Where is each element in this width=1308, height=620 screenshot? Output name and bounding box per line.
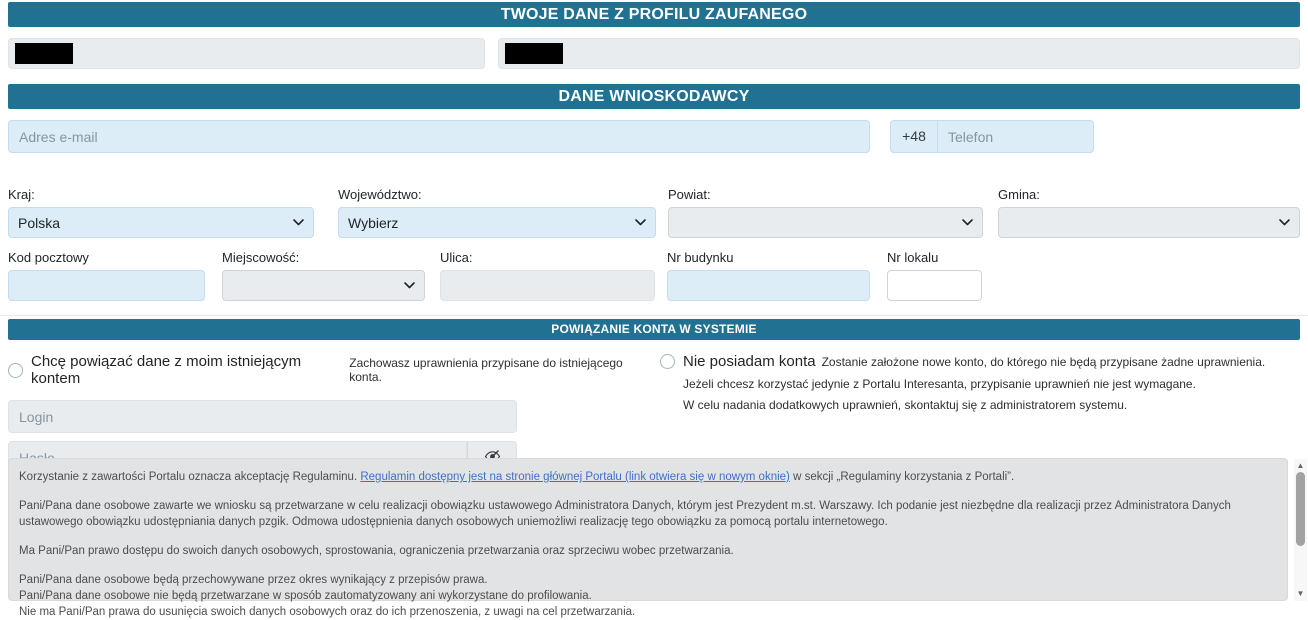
profile-field-1: [8, 38, 485, 69]
terms-paragraph-regulations: [19, 469, 1277, 485]
apartment-number-label: Nr lokalu: [887, 250, 939, 265]
account-linking-options: [8, 353, 1300, 474]
radio-existing-account[interactable]: [8, 363, 23, 378]
no-account-hint-2: Jeżeli chcesz korzystać jedynie z Portalu Interesanta, przypisanie uprawnień nie jest wymagane.: [683, 377, 1196, 391]
county-label: Powiat:: [668, 187, 711, 202]
redacted-value: [15, 43, 73, 64]
phone-group: [890, 120, 1094, 153]
phone-prefix: +48: [890, 120, 937, 153]
city-label: Miejscowość:: [222, 250, 300, 265]
county-select: [668, 207, 983, 238]
apartment-number-input[interactable]: [887, 270, 982, 301]
new-account-column: [660, 353, 1300, 474]
chevron-down-icon: [404, 282, 415, 289]
section-divider: [0, 315, 1308, 316]
postal-code-label: Kod pocztowy: [8, 250, 89, 265]
street-input: [440, 270, 655, 301]
radio-no-account[interactable]: [660, 354, 675, 369]
chevron-down-icon: [1279, 219, 1290, 226]
country-select-value: Polska: [18, 214, 61, 231]
redacted-value: [505, 43, 563, 64]
section-header-applicant-data: DANE WNIOSKODAWCY: [8, 84, 1300, 109]
country-label: Kraj:: [8, 187, 35, 202]
scroll-down-arrow-icon[interactable]: ▼: [1296, 589, 1305, 598]
existing-account-hint: Zachowasz uprawnienia przypisane do istniejącego konta.: [349, 356, 623, 384]
phone-input[interactable]: [937, 120, 1094, 153]
contact-row: [8, 120, 1300, 153]
commune-select: [998, 207, 1300, 238]
chevron-down-icon: [635, 219, 646, 226]
no-account-hint-3: W celu nadania dodatkowych uprawnień, skontaktuj się z administratorem systemu.: [683, 398, 1128, 412]
section-header-trusted-profile: TWOJE DANE Z PROFILU ZAUFANEGO: [8, 2, 1300, 27]
email-input[interactable]: [8, 120, 870, 153]
no-account-label: Nie posiadam konta: [683, 353, 816, 370]
voivodeship-label: Województwo:: [338, 187, 422, 202]
existing-account-label: Chcę powiązać dane z moim istniejącym kontem: [31, 353, 302, 387]
terms-text-before-link: Korzystanie z zawartości Portalu oznacza akceptację Regulaminu.: [19, 471, 361, 483]
building-number-label: Nr budynku: [667, 250, 734, 265]
scrollbar-thumb[interactable]: [1296, 472, 1305, 546]
terms-line-deletion: Nie ma Pani/Pan prawa do usunięcia swoich danych osobowych oraz do ich przenoszenia, z uwagi na cel przetwarzania.: [19, 606, 636, 618]
terms-text-after-link: w sekcji „Regulaminy korzystania z Portali”.: [789, 471, 1015, 483]
postal-code-input[interactable]: [8, 270, 205, 301]
regulations-link[interactable]: Regulamin dostępny jest na stronie głównej Portalu (link otwiera się w nowym oknie): [360, 471, 790, 483]
profile-field-2: [498, 38, 1300, 69]
voivodeship-select-value: Wybierz: [348, 214, 399, 231]
terms-line-retention: Pani/Pana dane osobowe będą przechowywane przez okres wynikający z przepisów prawa.: [19, 574, 488, 586]
no-account-hint-1: Zostanie założone nowe konto, do którego nie będą przypisane żadne uprawnienia.: [821, 354, 1266, 369]
terms-paragraph-rights: Ma Pani/Pan prawo dostępu do swoich danych osobowych, sprostowania, ograniczenia przetwarzania oraz sprzeciwu wobec przetwarzania.: [19, 545, 734, 557]
section-header-account-linking: POWIĄZANIE KONTA W SYSTEMIE: [8, 319, 1300, 340]
scroll-up-arrow-icon[interactable]: ▲: [1296, 461, 1305, 470]
terms-paragraph-data-processing: Pani/Pana dane osobowe zawarte we wniosku są przetwarzane w celu realizacji obowiązku ustawowego Administratora Danych, którym jest Prezydent m.st. Warszawy. Ich podanie jest niezbędne dla realizacji przez Administratora Danych ustawowego obowiązku udostępniania danych pzgik. Odmowa udostępnienia danych osobowych uniemożliwi realizację tego obowiązku za pomocą portalu internetowego.: [19, 500, 1231, 528]
building-number-input[interactable]: [667, 270, 870, 301]
terms-scrollbar[interactable]: [1294, 459, 1307, 601]
trusted-profile-fields: [8, 38, 1300, 69]
terms-line-profiling: Pani/Pana dane osobowe nie będą przetwarzane w sposób zautomatyzowany ani wykorzystane do profilowania.: [19, 590, 592, 602]
chevron-down-icon: [293, 219, 304, 226]
commune-label: Gmina:: [998, 187, 1040, 202]
login-input[interactable]: [8, 400, 517, 433]
country-select[interactable]: [8, 207, 314, 238]
street-label: Ulica:: [440, 250, 473, 265]
voivodeship-select[interactable]: [338, 207, 656, 238]
city-select: [222, 270, 425, 301]
address-row-street: [8, 250, 1300, 301]
terms-panel: [8, 458, 1288, 618]
address-row-region: [8, 187, 1300, 238]
existing-account-column: [8, 353, 648, 474]
chevron-down-icon: [962, 219, 973, 226]
